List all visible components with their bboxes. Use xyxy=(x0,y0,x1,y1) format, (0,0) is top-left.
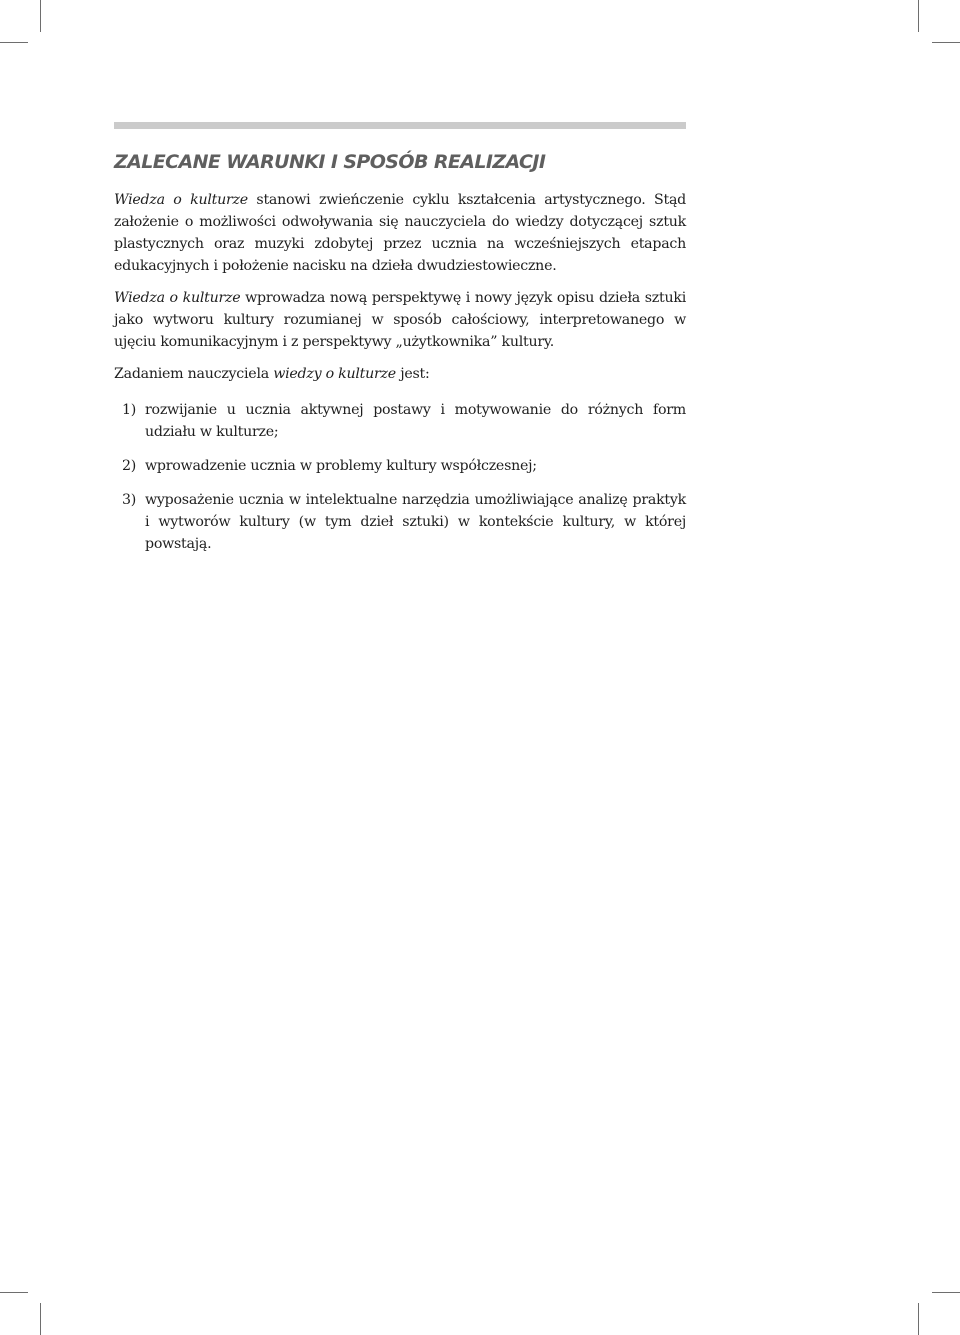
paragraph-1-text: stanowi zwieńczenie cyklu kształcenia artystycznego. Stąd założenie o możliwości odwoływania się nauczyciela do wiedzy dotyczącej sztuk plastycznych oraz muzyki zdobytej przez ucznia na wcześniejszych etapach edukacyjnych i położenie nacisku na dzieła dwudziestowieczne. xyxy=(114,192,686,274)
crop-mark-bottom-left-horizontal xyxy=(0,1292,28,1293)
list-intro-italic: wiedzy o kulturze xyxy=(273,366,396,382)
paragraph-2-text: wprowadza nową perspektywę i nowy język opisu dzieła sztuki jako wytworu kultury rozumianej w sposób całościowy, interpretowanego w ujęciu komunikacyjnym i z perspektywy „użytkownika” kultury. xyxy=(114,290,687,350)
list-item-number: 1) xyxy=(122,402,137,418)
list-intro xyxy=(114,363,686,385)
list-intro-before: Zadaniem nauczyciela xyxy=(114,366,274,382)
crop-mark-bottom-right-vertical xyxy=(918,1303,919,1335)
list-item-text: rozwijanie u ucznia aktywnej postawy i motywowanie do różnych form udziału w kulturze; xyxy=(145,402,686,440)
paragraph-1-lead-italic: Wiedza o kulturze xyxy=(114,192,248,208)
list-item xyxy=(114,455,686,477)
list-item xyxy=(114,399,686,443)
paragraph-1 xyxy=(114,189,686,277)
crop-mark-bottom-left-vertical xyxy=(40,1303,41,1335)
crop-mark-top-right-horizontal xyxy=(932,42,960,43)
list-item xyxy=(114,489,686,555)
crop-mark-top-right-vertical xyxy=(918,0,919,32)
section-divider-bar xyxy=(114,122,686,129)
crop-mark-bottom-right-horizontal xyxy=(932,1292,960,1293)
list-item-text: wprowadzenie ucznia w problemy kultury współczesnej; xyxy=(145,458,537,474)
list-intro-after: jest: xyxy=(395,366,430,382)
crop-mark-top-left-vertical xyxy=(40,0,41,32)
crop-mark-top-left-horizontal xyxy=(0,42,28,43)
paragraph-2-lead-italic: Wiedza o kulturze xyxy=(114,290,241,306)
list-item-text: wyposażenie ucznia w intelektualne narzędzia umożliwiające analizę praktyk i wytworów kultury (w tym dzieł sztuki) w kontekście kultury, w której powstają. xyxy=(145,492,686,552)
page-content xyxy=(114,122,686,567)
paragraph-2 xyxy=(114,287,686,353)
task-list xyxy=(114,399,686,555)
section-heading: ZALECANE WARUNKI I SPOSÓB REALIZACJI xyxy=(114,151,546,173)
list-item-number: 2) xyxy=(122,458,137,474)
list-item-number: 3) xyxy=(122,492,137,508)
